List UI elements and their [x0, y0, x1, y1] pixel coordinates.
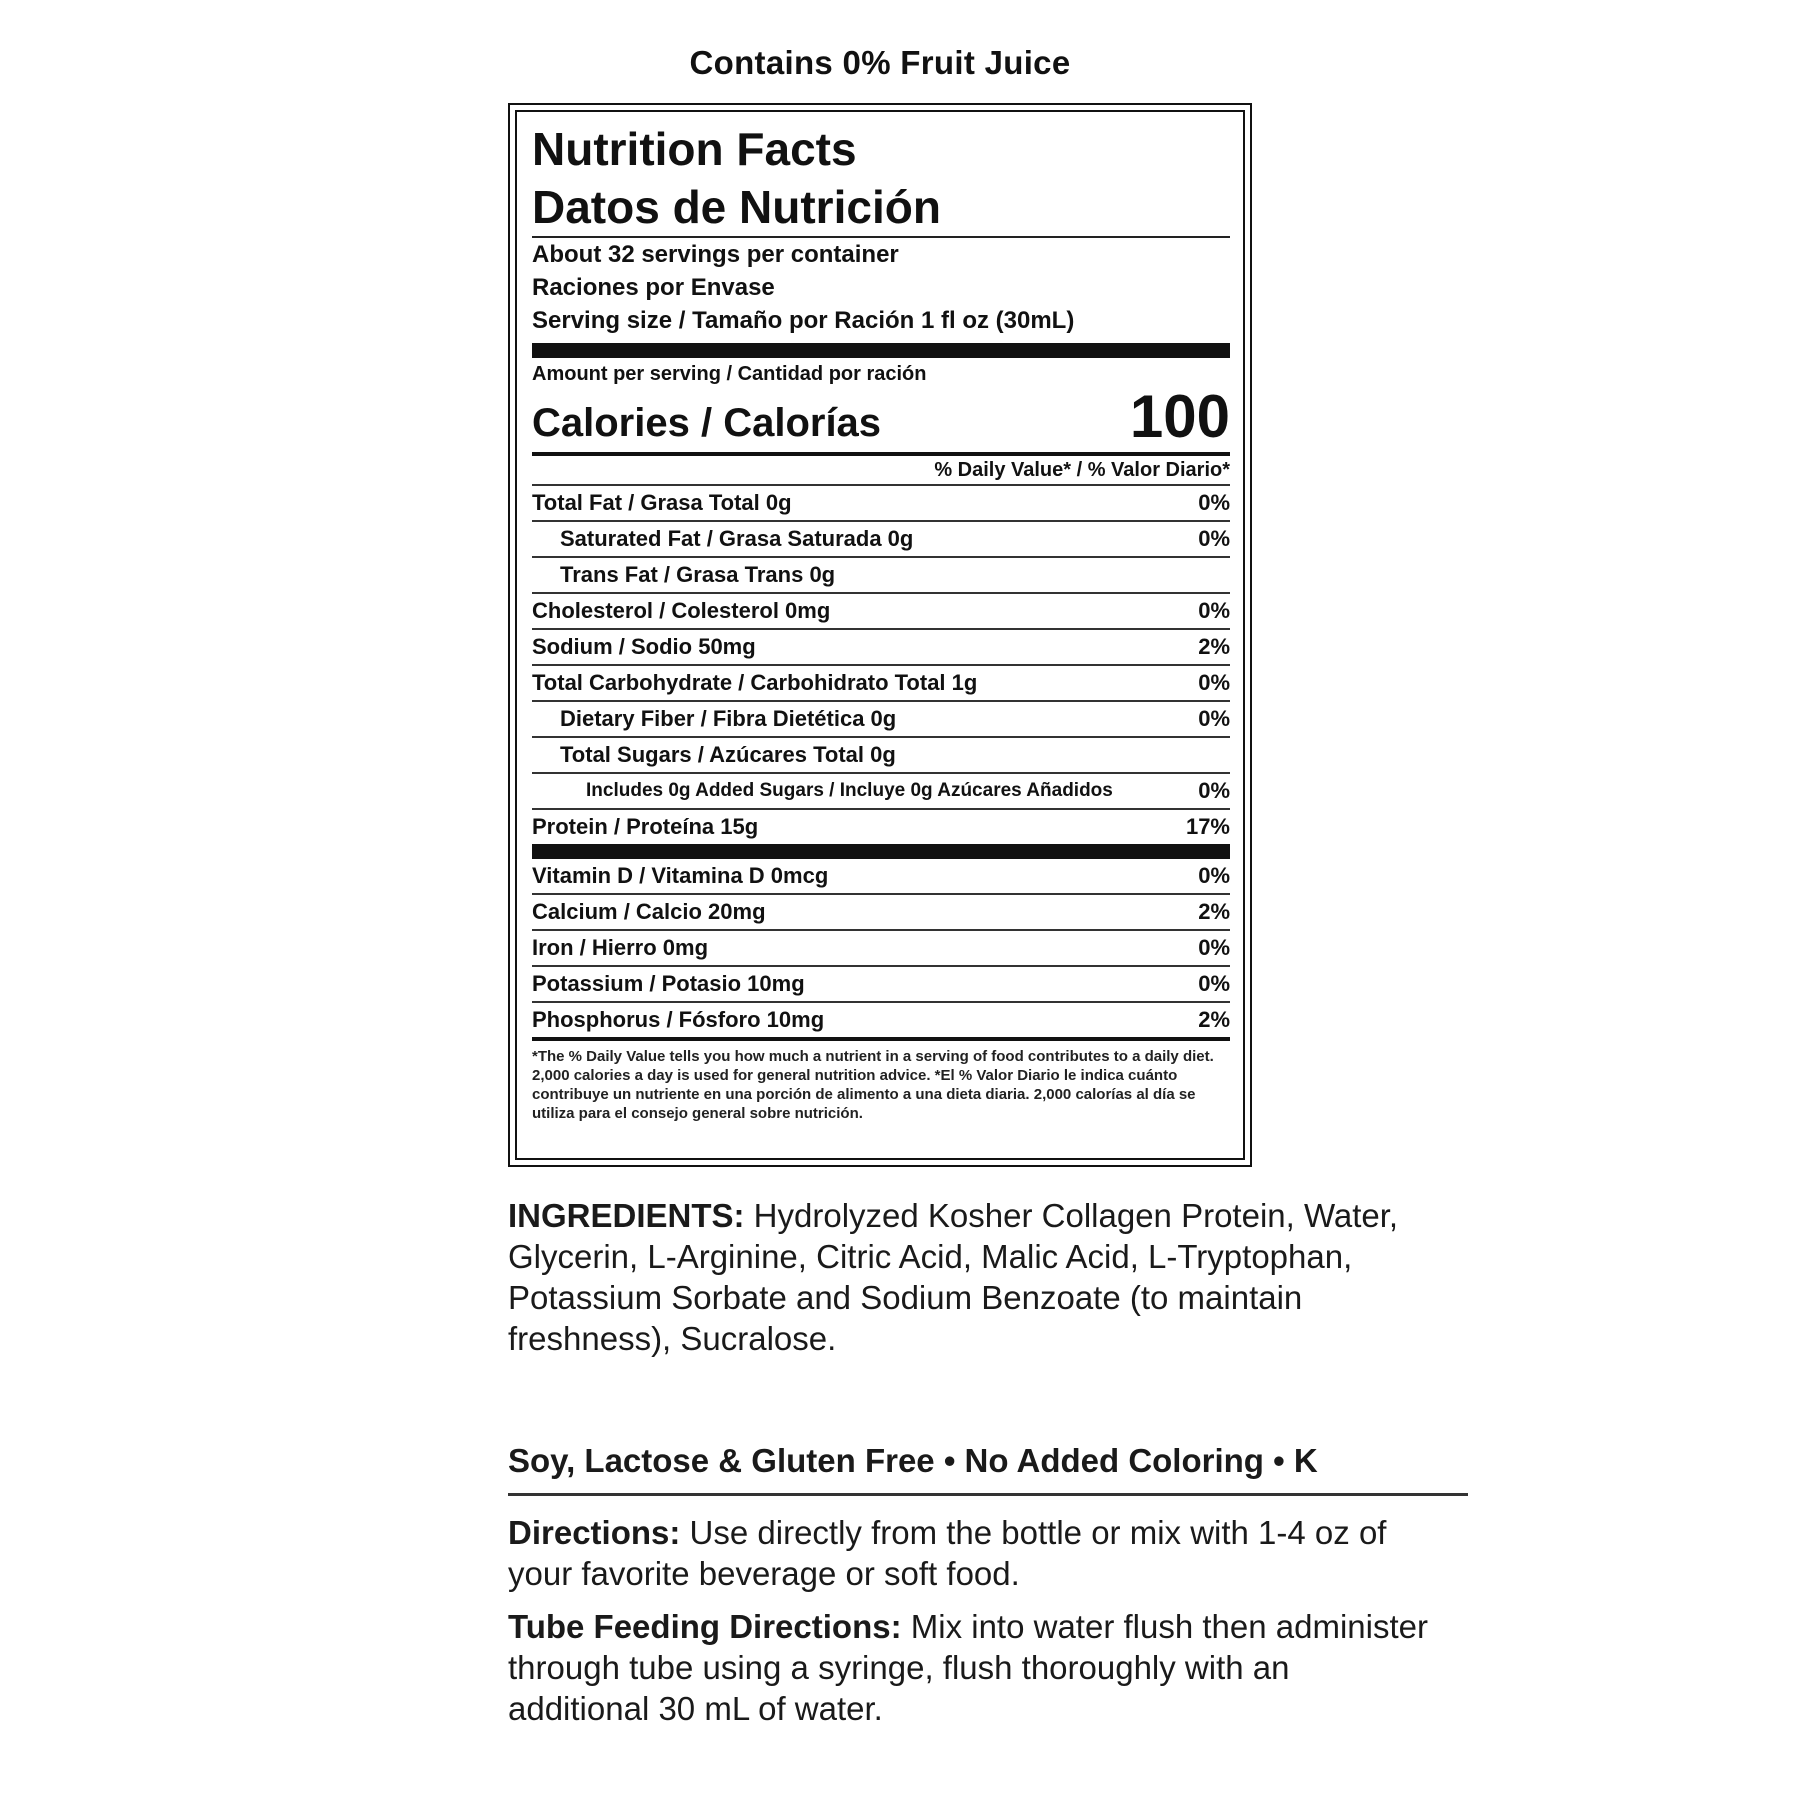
tube-feeding-directions [508, 1606, 1428, 1729]
vitamin-label: Phosphorus / Fósforo 10mg [532, 1007, 825, 1032]
tube-feeding-label: Tube Feeding Directions: [508, 1608, 902, 1645]
nutrient-row [532, 520, 1230, 556]
nutrition-title-es: Datos de Nutrición [532, 181, 941, 233]
nutrition-facts-panel [508, 103, 1252, 1167]
nutrient-row [532, 592, 1230, 628]
thick-divider [532, 844, 1230, 859]
nutrition-title-en: Nutrition Facts [532, 123, 857, 175]
nutrient-label: Cholesterol / Colesterol 0mg [532, 598, 831, 623]
thick-divider [532, 343, 1230, 358]
nutrient-row [532, 808, 1230, 844]
vitamin-dv: 2% [1198, 899, 1230, 924]
nutrient-label: Sodium / Sodio 50mg [532, 634, 756, 659]
vitamin-dv: 0% [1198, 863, 1230, 888]
vitamin-row [532, 929, 1230, 965]
nutrition-facts-inner [515, 110, 1245, 1160]
vitamin-row [532, 893, 1230, 929]
ingredients-text: Hydrolyzed Kosher Collagen Protein, Water, Glycerin, L-Arginine, Citric Acid, Malic Acid, L-Tryptophan, Potassium Sorbate and Sodium Benzoate (to maintain freshness), Sucralose. [508, 1197, 1399, 1357]
daily-value-header: % Daily Value* / % Valor Diario* [934, 459, 1230, 481]
nutrient-dv: 0% [1198, 598, 1230, 623]
nutrient-row [532, 484, 1230, 520]
free-from-claims: Soy, Lactose & Gluten Free • No Added Coloring • K [508, 1442, 1318, 1479]
nutrient-dv: 2% [1198, 634, 1230, 659]
serving-size: Serving size / Tamaño por Ración 1 fl oz (30mL) [532, 307, 1075, 334]
nutrient-dv: 0% [1198, 490, 1230, 515]
nutrient-dv: 0% [1198, 778, 1230, 803]
vitamin-row [532, 859, 1230, 893]
nutrient-row [532, 736, 1230, 772]
vitamin-dv: 0% [1198, 935, 1230, 960]
nutrient-row [532, 628, 1230, 664]
vitamin-dv: 2% [1198, 1007, 1230, 1032]
directions [508, 1512, 1408, 1594]
nutrient-row [532, 700, 1230, 736]
nutrient-dv: 0% [1198, 670, 1230, 695]
divider [508, 1493, 1468, 1496]
nutrient-label: Protein / Proteína 15g [532, 814, 759, 839]
vitamin-row [532, 965, 1230, 1001]
ingredients [508, 1195, 1468, 1359]
nutrient-row [532, 556, 1230, 592]
vitamin-label: Potassium / Potasio 10mg [532, 971, 805, 996]
nutrient-dv: 0% [1198, 706, 1230, 731]
calories-label: Calories / Calorías [532, 401, 882, 445]
vitamin-label: Iron / Hierro 0mg [532, 935, 709, 960]
nutrient-label: Total Carbohydrate / Carbohidrato Total 1g [532, 670, 978, 695]
nutrient-dv: 17% [1185, 814, 1230, 839]
vitamin-label: Vitamin D / Vitamina D 0mcg [532, 863, 829, 888]
fruit-juice-note: Contains 0% Fruit Juice [689, 44, 1071, 81]
tube-feeding-text: Mix into water flush then administer through tube using a syringe, flush thoroughly with an additional 30 mL of water. [508, 1608, 1428, 1727]
daily-value-footnote: *The % Daily Value tells you how much a nutrient in a serving of food contributes to a daily diet. 2,000 calories a day is used for general nutrition advice. *El % Valor Diario le indica cuánto contribuye un nutriente en una porción de alimento a una dieta diaria. 2,000 calorías al día se utiliza para el consejo general sobre nutrición. [532, 1048, 1214, 1122]
nutrient-label: Saturated Fat / Grasa Saturada 0g [560, 526, 914, 551]
vitamin-dv: 0% [1198, 971, 1230, 996]
nutrient-row [532, 772, 1230, 808]
calories-value: 100 [1129, 383, 1230, 450]
nutrient-dv: 0% [1198, 526, 1230, 551]
vitamin-row [532, 1001, 1230, 1037]
nutrient-label: Includes 0g Added Sugars / Incluye 0g Azúcares Añadidos [586, 780, 1113, 801]
nutrient-label: Total Fat / Grasa Total 0g [532, 490, 792, 515]
servings-per-container: About 32 servings per container [532, 241, 899, 268]
calories-row [532, 383, 1230, 450]
directions-label: Directions: [508, 1514, 681, 1551]
nutrient-row [532, 664, 1230, 700]
ingredients-label: INGREDIENTS: [508, 1197, 745, 1234]
directions-text: Use directly from the bottle or mix with 1-4 oz of your favorite beverage or soft food. [508, 1514, 1387, 1592]
amount-per-serving: Amount per serving / Cantidad por ración [532, 363, 927, 385]
nutrient-label: Trans Fat / Grasa Trans 0g [560, 562, 836, 587]
nutrient-label: Dietary Fiber / Fibra Dietética 0g [560, 706, 897, 731]
vitamin-label: Calcium / Calcio 20mg [532, 899, 766, 924]
servings-es: Raciones por Envase [532, 274, 775, 301]
nutrient-label: Total Sugars / Azúcares Total 0g [560, 742, 896, 767]
